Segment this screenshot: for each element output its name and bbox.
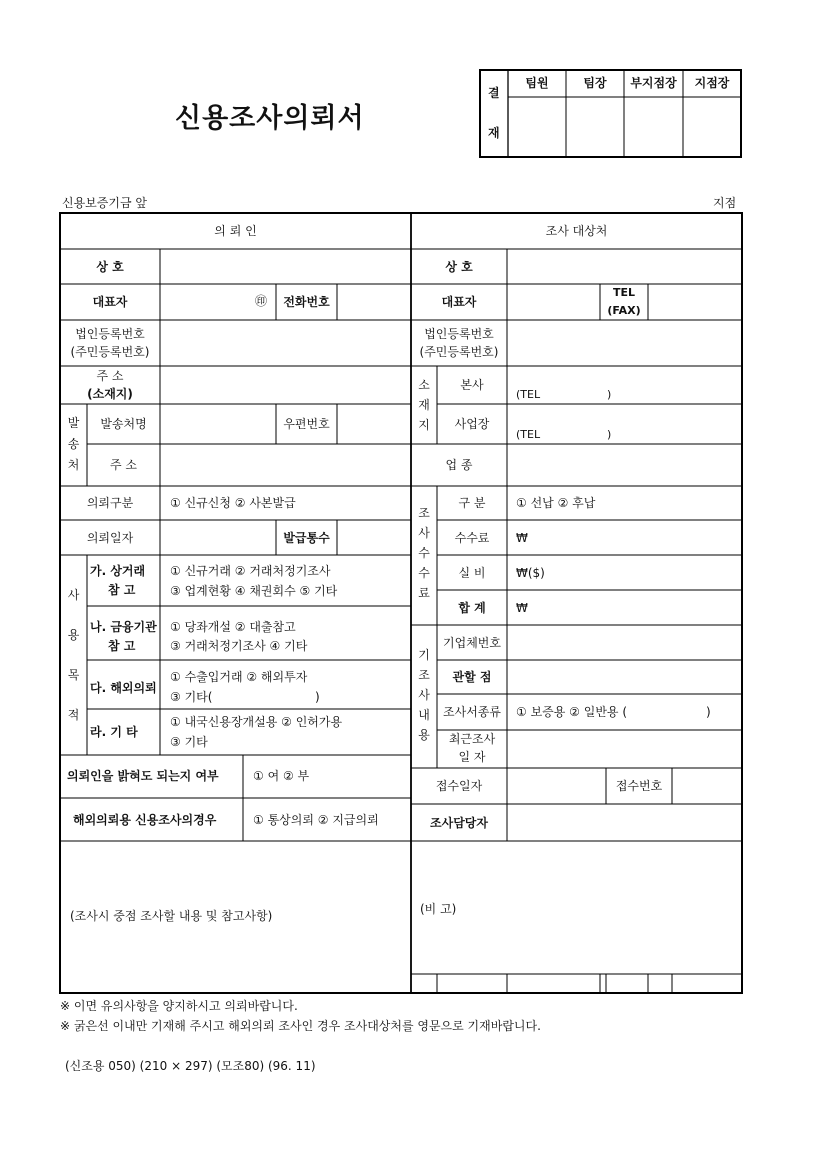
fee-kind-options[interactable]: ① 선납 ② 후납 [516, 496, 596, 510]
purpose-vertical-1: 사 [67, 588, 80, 602]
purpose-other-label: 라. 기 타 [90, 725, 138, 739]
send-vertical-2: 송 [67, 437, 80, 451]
purpose-vertical-3: 목 [67, 668, 80, 682]
approval-header-team-lead: 팀장 [583, 76, 607, 90]
site-label: 사업장 [454, 417, 490, 431]
memo-left-field[interactable] [61, 842, 410, 992]
purpose-commerce-label-1: 가. 상거래 [90, 564, 146, 578]
target-reg-field[interactable] [508, 321, 741, 365]
purpose-vertical-2: 용 [67, 628, 80, 642]
target-reg-label-1: 법인등록번호 [424, 327, 494, 341]
target-rep-label: 대표자 [441, 295, 477, 309]
request-type-options[interactable]: ① 신규신청 ② 사본발급 [170, 496, 296, 510]
requester-company-label: 상 호 [96, 260, 124, 274]
site-address-field[interactable] [508, 405, 741, 443]
requester-addr-label-1: 주 소 [96, 369, 124, 383]
hq-tel-label: (TEL [516, 388, 541, 401]
note-2: ※ 굵은선 이내만 기재해 주시고 해외의뢰 조사인 경우 조사대상처를 영문으로 기재바랍니다. [60, 1019, 541, 1033]
hq-label: 본사 [460, 378, 484, 392]
cost-label: 실 비 [458, 566, 486, 580]
location-vertical-3: 지 [418, 418, 430, 432]
request-type-label: 의뢰구분 [86, 496, 134, 510]
fee-vertical-2: 사 [418, 526, 430, 540]
purpose-commerce-options-1[interactable]: ① 신규거래 ② 거래처정기조사 [170, 564, 331, 578]
total-value[interactable]: ₩ [516, 601, 528, 615]
purpose-vertical-4: 적 [67, 708, 80, 722]
report-type-options[interactable]: ① 보증용 ② 일반용 ( [516, 705, 628, 719]
total-label: 합 계 [458, 601, 486, 615]
receipt-no-field[interactable] [673, 769, 741, 803]
target-rep-field[interactable] [508, 285, 599, 319]
approval-label-top: 결 [488, 86, 500, 100]
bizno-label: 기업체번호 [443, 636, 501, 650]
report-type-close: ) [706, 705, 711, 719]
memo-left-label: (조사시 중점 조사할 내용 및 참고사항) [70, 909, 273, 923]
target-tel-field[interactable] [649, 285, 741, 319]
send-addr-field[interactable] [161, 445, 410, 485]
target-section-header: 조사 대상처 [545, 224, 608, 238]
approval-header-deputy: 부지점장 [630, 76, 677, 90]
requester-rep-label: 대표자 [92, 295, 128, 309]
requester-phone-label: 전화번호 [283, 295, 330, 309]
basic-vertical-1: 기 [418, 648, 430, 662]
copies-label: 발급통수 [283, 531, 330, 545]
branch-label: 지점 [713, 196, 737, 210]
purpose-other-options-2[interactable]: ③ 기타 [170, 735, 208, 749]
send-name-label: 발송처명 [100, 417, 147, 431]
site-tel-label: (TEL [516, 428, 541, 441]
hq-address-field[interactable] [508, 367, 741, 403]
purpose-commerce-label-2: 참 고 [108, 583, 136, 597]
basic-vertical-2: 조 [418, 668, 430, 682]
fee-kind-label: 구 분 [458, 496, 486, 510]
purpose-commerce-options-2[interactable]: ③ 업계현황 ④ 채권회수 ⑤ 기타 [170, 584, 338, 598]
requester-addr-field[interactable] [161, 367, 410, 403]
purpose-overseas-options-2[interactable]: ③ 기타( [170, 690, 213, 704]
basic-vertical-3: 사 [418, 688, 430, 702]
send-addr-label: 주 소 [110, 458, 137, 472]
approval-label-bottom: 재 [488, 126, 500, 140]
location-vertical-1: 소 [418, 378, 430, 392]
zip-field[interactable] [338, 405, 410, 443]
memo-right-label: (비 고) [420, 902, 457, 916]
fee-value[interactable]: ₩ [516, 531, 528, 545]
disclose-options[interactable]: ① 여 ② 부 [253, 769, 310, 783]
requester-reg-field[interactable] [161, 321, 410, 365]
overseas-label: 해외의뢰용 신용조사의경우 [73, 813, 217, 827]
office-field[interactable] [508, 661, 741, 693]
fee-vertical-5: 료 [418, 586, 430, 600]
overseas-options[interactable]: ① 통상의뢰 ② 지급의뢰 [253, 813, 379, 827]
disclose-label: 의뢰인을 밝혀도 되는지 여부 [67, 769, 219, 783]
fee-vertical-1: 조 [418, 506, 430, 520]
form-footer: (신조용 050) (210 × 297) (모조80) (96. 11) [65, 1059, 316, 1073]
send-vertical-1: 발 [67, 416, 80, 430]
seal-icon: ㊞ [255, 294, 268, 308]
fee-vertical-3: 수 [418, 546, 430, 560]
purpose-finance-options-1[interactable]: ① 당좌개설 ② 대출참고 [170, 620, 296, 634]
purpose-finance-label-2: 참 고 [108, 639, 136, 653]
basic-vertical-5: 용 [418, 728, 430, 742]
receipt-date-label: 접수일자 [435, 779, 483, 793]
requester-company-field[interactable] [161, 250, 410, 283]
requester-reg-label-1: 법인등록번호 [75, 327, 145, 341]
receipt-no-label: 접수번호 [615, 779, 663, 793]
purpose-other-options-1[interactable]: ① 내국신용장개설용 ② 인허가용 [170, 715, 343, 729]
page-title: 신용조사의뢰서 [175, 103, 365, 134]
purpose-overseas-options-1[interactable]: ① 수출입거래 ② 해외투자 [170, 670, 308, 684]
officer-label: 조사담당자 [430, 816, 488, 830]
note-1: ※ 이면 유의사항을 양지하시고 의뢰바랍니다. [60, 999, 298, 1013]
target-reg-label-2: (주민등록번호) [419, 345, 499, 359]
recent-date-field[interactable] [508, 731, 741, 767]
fee-label: 수수료 [454, 531, 490, 545]
officer-field[interactable] [508, 805, 741, 840]
site-tel-close: ) [607, 428, 612, 441]
addressee: 신용보증기금 앞 [62, 196, 147, 210]
report-type-label: 조사서종류 [443, 705, 501, 719]
hq-tel-close: ) [607, 388, 612, 401]
location-vertical-2: 재 [418, 398, 430, 412]
approval-header-manager: 지점장 [694, 76, 730, 90]
fee-vertical-4: 수 [418, 566, 430, 580]
memo-right-field[interactable] [412, 842, 741, 973]
basic-vertical-4: 내 [418, 708, 430, 722]
target-company-label: 상 호 [445, 260, 473, 274]
receipt-date-field[interactable] [508, 769, 605, 803]
purpose-finance-label-1: 나. 금융기관 [90, 620, 157, 634]
requester-addr-label-2: (소재지) [87, 387, 133, 401]
send-name-field[interactable] [161, 405, 275, 443]
target-tel-label: TEL [612, 286, 636, 299]
bizno-field[interactable] [508, 626, 741, 659]
requester-phone-field[interactable] [338, 285, 410, 319]
requester-reg-label-2: (주민등록번호) [70, 345, 150, 359]
industry-label: 업 종 [445, 458, 473, 472]
recent-label-1: 최근조사 [448, 732, 496, 746]
approval-header-staff: 팀원 [525, 76, 549, 90]
purpose-overseas-close: ) [315, 690, 320, 704]
request-date-label: 의뢰일자 [86, 531, 134, 545]
request-date-field[interactable] [161, 521, 275, 554]
recent-label-2: 일 자 [458, 750, 486, 764]
purpose-overseas-label: 다. 해외의뢰 [90, 681, 157, 695]
target-fax-label: (FAX) [607, 304, 641, 317]
send-vertical-3: 처 [67, 458, 80, 472]
copies-field[interactable] [338, 521, 410, 554]
industry-field[interactable] [508, 445, 741, 485]
requester-section-header: 의 뢰 인 [214, 224, 257, 238]
office-label: 관할 점 [452, 670, 492, 684]
cost-value[interactable]: ₩($) [516, 566, 545, 580]
zip-label: 우편번호 [283, 417, 330, 431]
purpose-finance-options-2[interactable]: ③ 거래처정기조사 ④ 기타 [170, 639, 308, 653]
target-company-field[interactable] [508, 250, 741, 283]
